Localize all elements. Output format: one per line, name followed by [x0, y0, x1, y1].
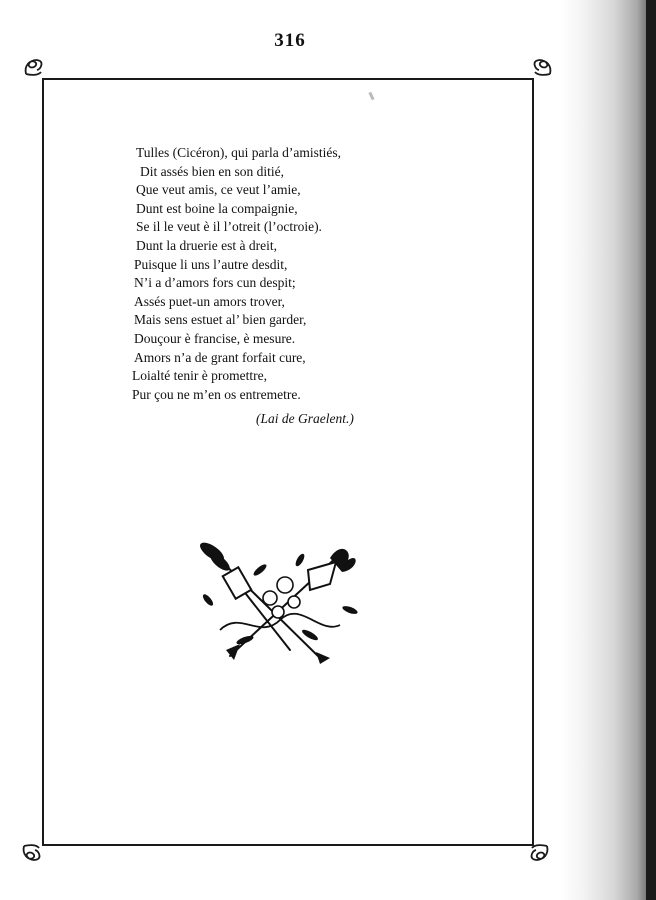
- poem-line: Que veut amis, ce veut l’amie,: [136, 182, 301, 198]
- page-edge-shadow: [561, 0, 656, 900]
- page-edge-dark: [646, 0, 656, 900]
- poem-line: Amors n’a de grant forfait cure,: [134, 349, 306, 365]
- poem-line: Dunt est boine la compaignie,: [136, 200, 298, 216]
- poem-line: Pur çou ne m’en os entremetre.: [132, 386, 301, 402]
- poem-line: Se il le veut è il l’otreit (l’octroie).: [136, 219, 322, 235]
- poem-block: [130, 144, 450, 404]
- flourish-corner-icon: [532, 56, 554, 78]
- poem-attribution: (Lai de Graelent.): [256, 411, 354, 426]
- poem-line: Loialté tenir è promettre,: [132, 368, 267, 384]
- poem-line: Douçour è francise, è mesure.: [134, 330, 296, 346]
- poem-line: Dit assés bien en son ditié,: [140, 163, 284, 179]
- flourish-corner-icon: [529, 842, 551, 864]
- poem-line: N’i a d’amors fors cun despit;: [134, 275, 296, 291]
- flourish-corner-icon: [22, 56, 44, 78]
- flourish-corner-icon: [20, 842, 42, 864]
- page-number: 316: [274, 30, 306, 51]
- poem-line: Puisque li uns l’autre desdit,: [134, 256, 288, 272]
- poem-line: Dunt la druerie est à dreit,: [136, 237, 277, 253]
- trophy-vignette-icon: [190, 540, 365, 665]
- poem-line: Mais sens estuet al’ bien garder,: [134, 312, 307, 328]
- poem-line: Tulles (Cicéron), qui parla d’amistiés,: [136, 145, 341, 160]
- poem-line: Assés puet-un amors trover,: [134, 293, 285, 309]
